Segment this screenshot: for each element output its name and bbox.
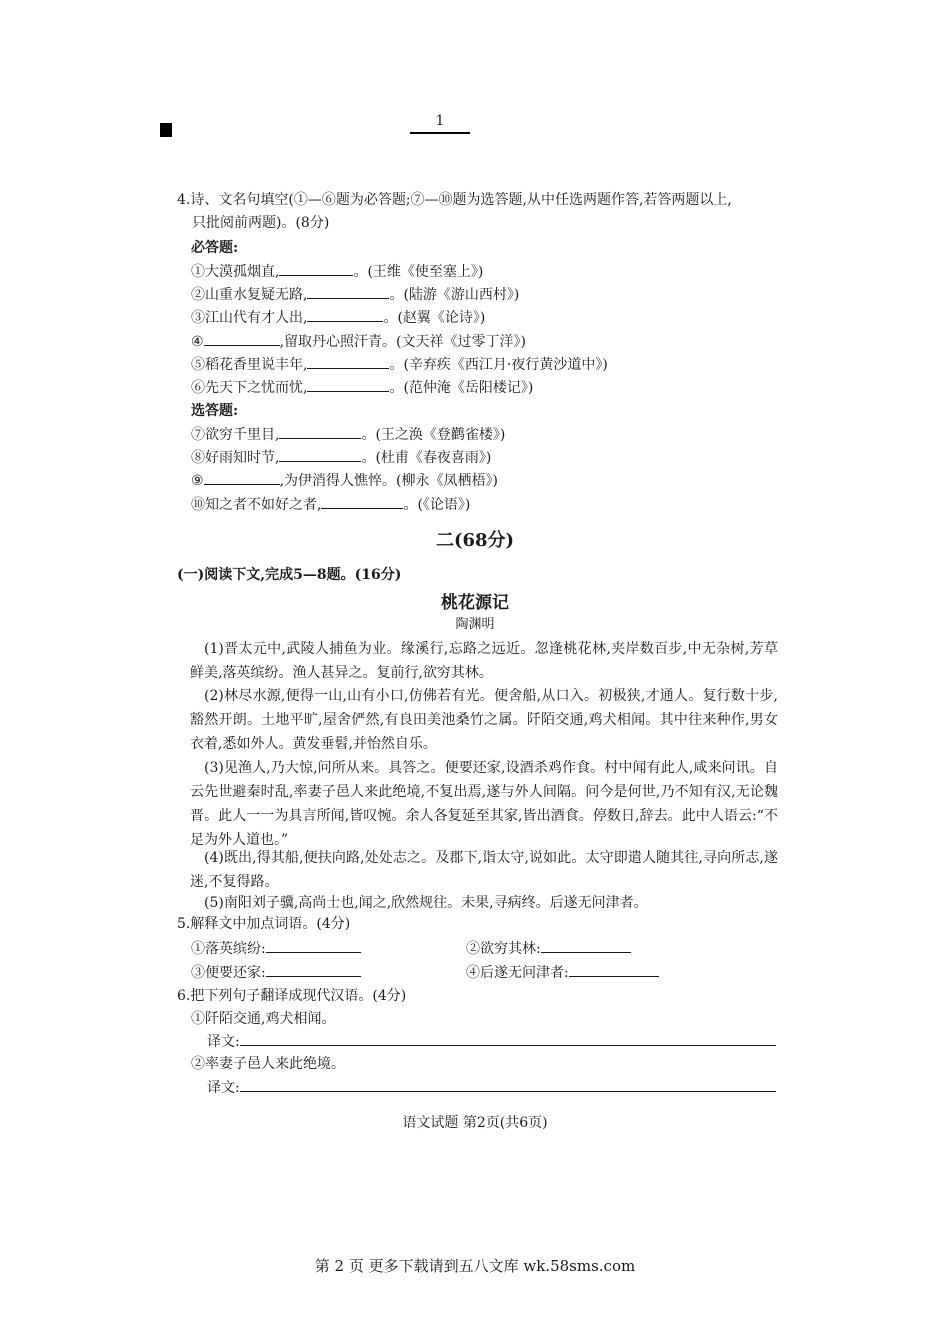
top-page-number: 1 [410, 112, 470, 134]
answer-blank[interactable] [266, 962, 361, 977]
passage-title: 桃花源记 [441, 593, 509, 613]
q4-item-5: ⑤稻花香里说丰年, 。(辛弃疾《西江月·夜行黄沙道中》) [191, 354, 608, 375]
answer-blank[interactable] [307, 307, 383, 322]
q4-item-10: ⑩知之者不如好之者, 。(《论语》) [191, 494, 470, 515]
passage-paragraph: (2)林尽水源,便得一山,山有小口,仿佛若有光。便舍船,从口入。初极狭,才通人。复行数十步,豁然开朗。土地平旷,屋舍俨然,有良田美池桑竹之属。阡陌交通,鸡犬相闻。其中往来种作,男女衣着,悉如外人。黄发垂髫,并怡然自乐。 [190, 688, 778, 752]
answer-blank[interactable] [569, 962, 659, 977]
answer-blank[interactable] [279, 261, 353, 276]
answer-blank[interactable] [204, 470, 280, 485]
passage-paragraph: (5)南阳刘子骥,高尚士也,闻之,欣然规往。未果,寻病终。后遂无问津者。 [204, 895, 648, 911]
corner-marker [160, 123, 172, 137]
answer-blank[interactable] [307, 284, 389, 299]
translation-input[interactable] [240, 1031, 776, 1046]
passage-paragraph: (1)晋太元中,武陵人捕鱼为业。缘溪行,忘路之远近。忽逢桃花林,夹岸数百步,中无杂树,芳草鲜美,落英缤纷。渔人甚异之。复前行,欲穷其林。 [190, 641, 778, 681]
q4-item-3: ③江山代有才人出, 。(赵翼《论诗》) [191, 307, 485, 328]
q5-item-3: ③便要还家: [191, 962, 361, 983]
q4-item-9: ⑨ ,为伊消得人憔悴。(柳永《凤栖梧》) [191, 470, 498, 491]
passage-author: 陶渊明 [455, 617, 495, 632]
q4-optional-label: 选答题: [191, 403, 239, 419]
passage-paragraph: (4)既出,得其船,便扶向路,处处志之。及郡下,诣太守,说如此。太守即遣人随其往,寻向所志,遂迷,不复得路。 [190, 850, 778, 890]
q4-item-4: ④ ,留取丹心照汗青。(文天祥《过零丁洋》) [191, 331, 526, 352]
answer-blank[interactable] [279, 447, 361, 462]
reading-instruction: (一)阅读下文,完成5—8题。(16分) [177, 567, 402, 583]
q4-item-8: ⑧好雨知时节, 。(杜甫《春夜喜雨》) [191, 447, 491, 468]
q4-required-label: 必答题: [191, 240, 239, 256]
q4-title: 4.诗、文名句填空(①—⑥题为必答题;⑦—⑩题为选答题,从中任选两题作答,若答两题以上, [177, 192, 732, 208]
q5-item-4: ④后遂无问津者: [466, 962, 659, 983]
page-footer: 语文试题 第2页(共6页) [402, 1115, 548, 1131]
q4-title-cont: 只批阅前两题)。(8分) [192, 215, 330, 231]
q5-item-2: ②欲穷其林: [466, 938, 631, 959]
part2-heading: 二(68分) [435, 530, 515, 551]
q4-item-6: ⑥先天下之忧而忧, 。(范仲淹《岳阳楼记》) [191, 377, 533, 398]
q5-item-1: ①落英缤纷: [191, 938, 361, 959]
q6-sentence-1: ①阡陌交通,鸡犬相闻。 [191, 1011, 336, 1027]
passage-paragraph: (3)见渔人,乃大惊,问所从来。具答之。便要还家,设酒杀鸡作食。村中闻有此人,咸来问讯。自云先世避秦时乱,率妻子邑人来此绝境,不复出焉,遂与外人间隔。问今是何世,乃不知有汉,无论魏晋。此人一一为具言所闻,皆叹惋。余人各复延至其家,皆出酒食。停数日,辞去。此中人语云:“不足为外人道也。” [190, 760, 778, 848]
answer-blank[interactable] [541, 938, 631, 953]
translation-input[interactable] [240, 1077, 776, 1092]
q6-title: 6.把下列句子翻译成现代汉语。(4分) [177, 988, 407, 1004]
q4-item-1: ①大漠孤烟直, 。(王维《使至塞上》) [191, 261, 483, 282]
download-notice: 第 2 页 更多下载请到五八文库 wk.58sms.com [314, 1257, 636, 1275]
answer-blank[interactable] [307, 377, 389, 392]
q4-item-7: ⑦欲穷千里目, 。(王之涣《登鹳雀楼》) [191, 424, 505, 445]
answer-blank[interactable] [204, 331, 280, 346]
answer-blank[interactable] [279, 424, 361, 439]
q6-translation-1: 译文: [207, 1031, 776, 1052]
q6-translation-2: 译文: [207, 1077, 776, 1098]
q5-title: 5.解释文中加点词语。(4分) [177, 916, 351, 932]
q4-item-2: ②山重水复疑无路, 。(陆游《游山西村》) [191, 284, 519, 305]
answer-blank[interactable] [266, 938, 361, 953]
answer-blank[interactable] [321, 494, 403, 509]
q6-sentence-2: ②率妻子邑人来此绝境。 [191, 1056, 345, 1072]
answer-blank[interactable] [307, 354, 389, 369]
